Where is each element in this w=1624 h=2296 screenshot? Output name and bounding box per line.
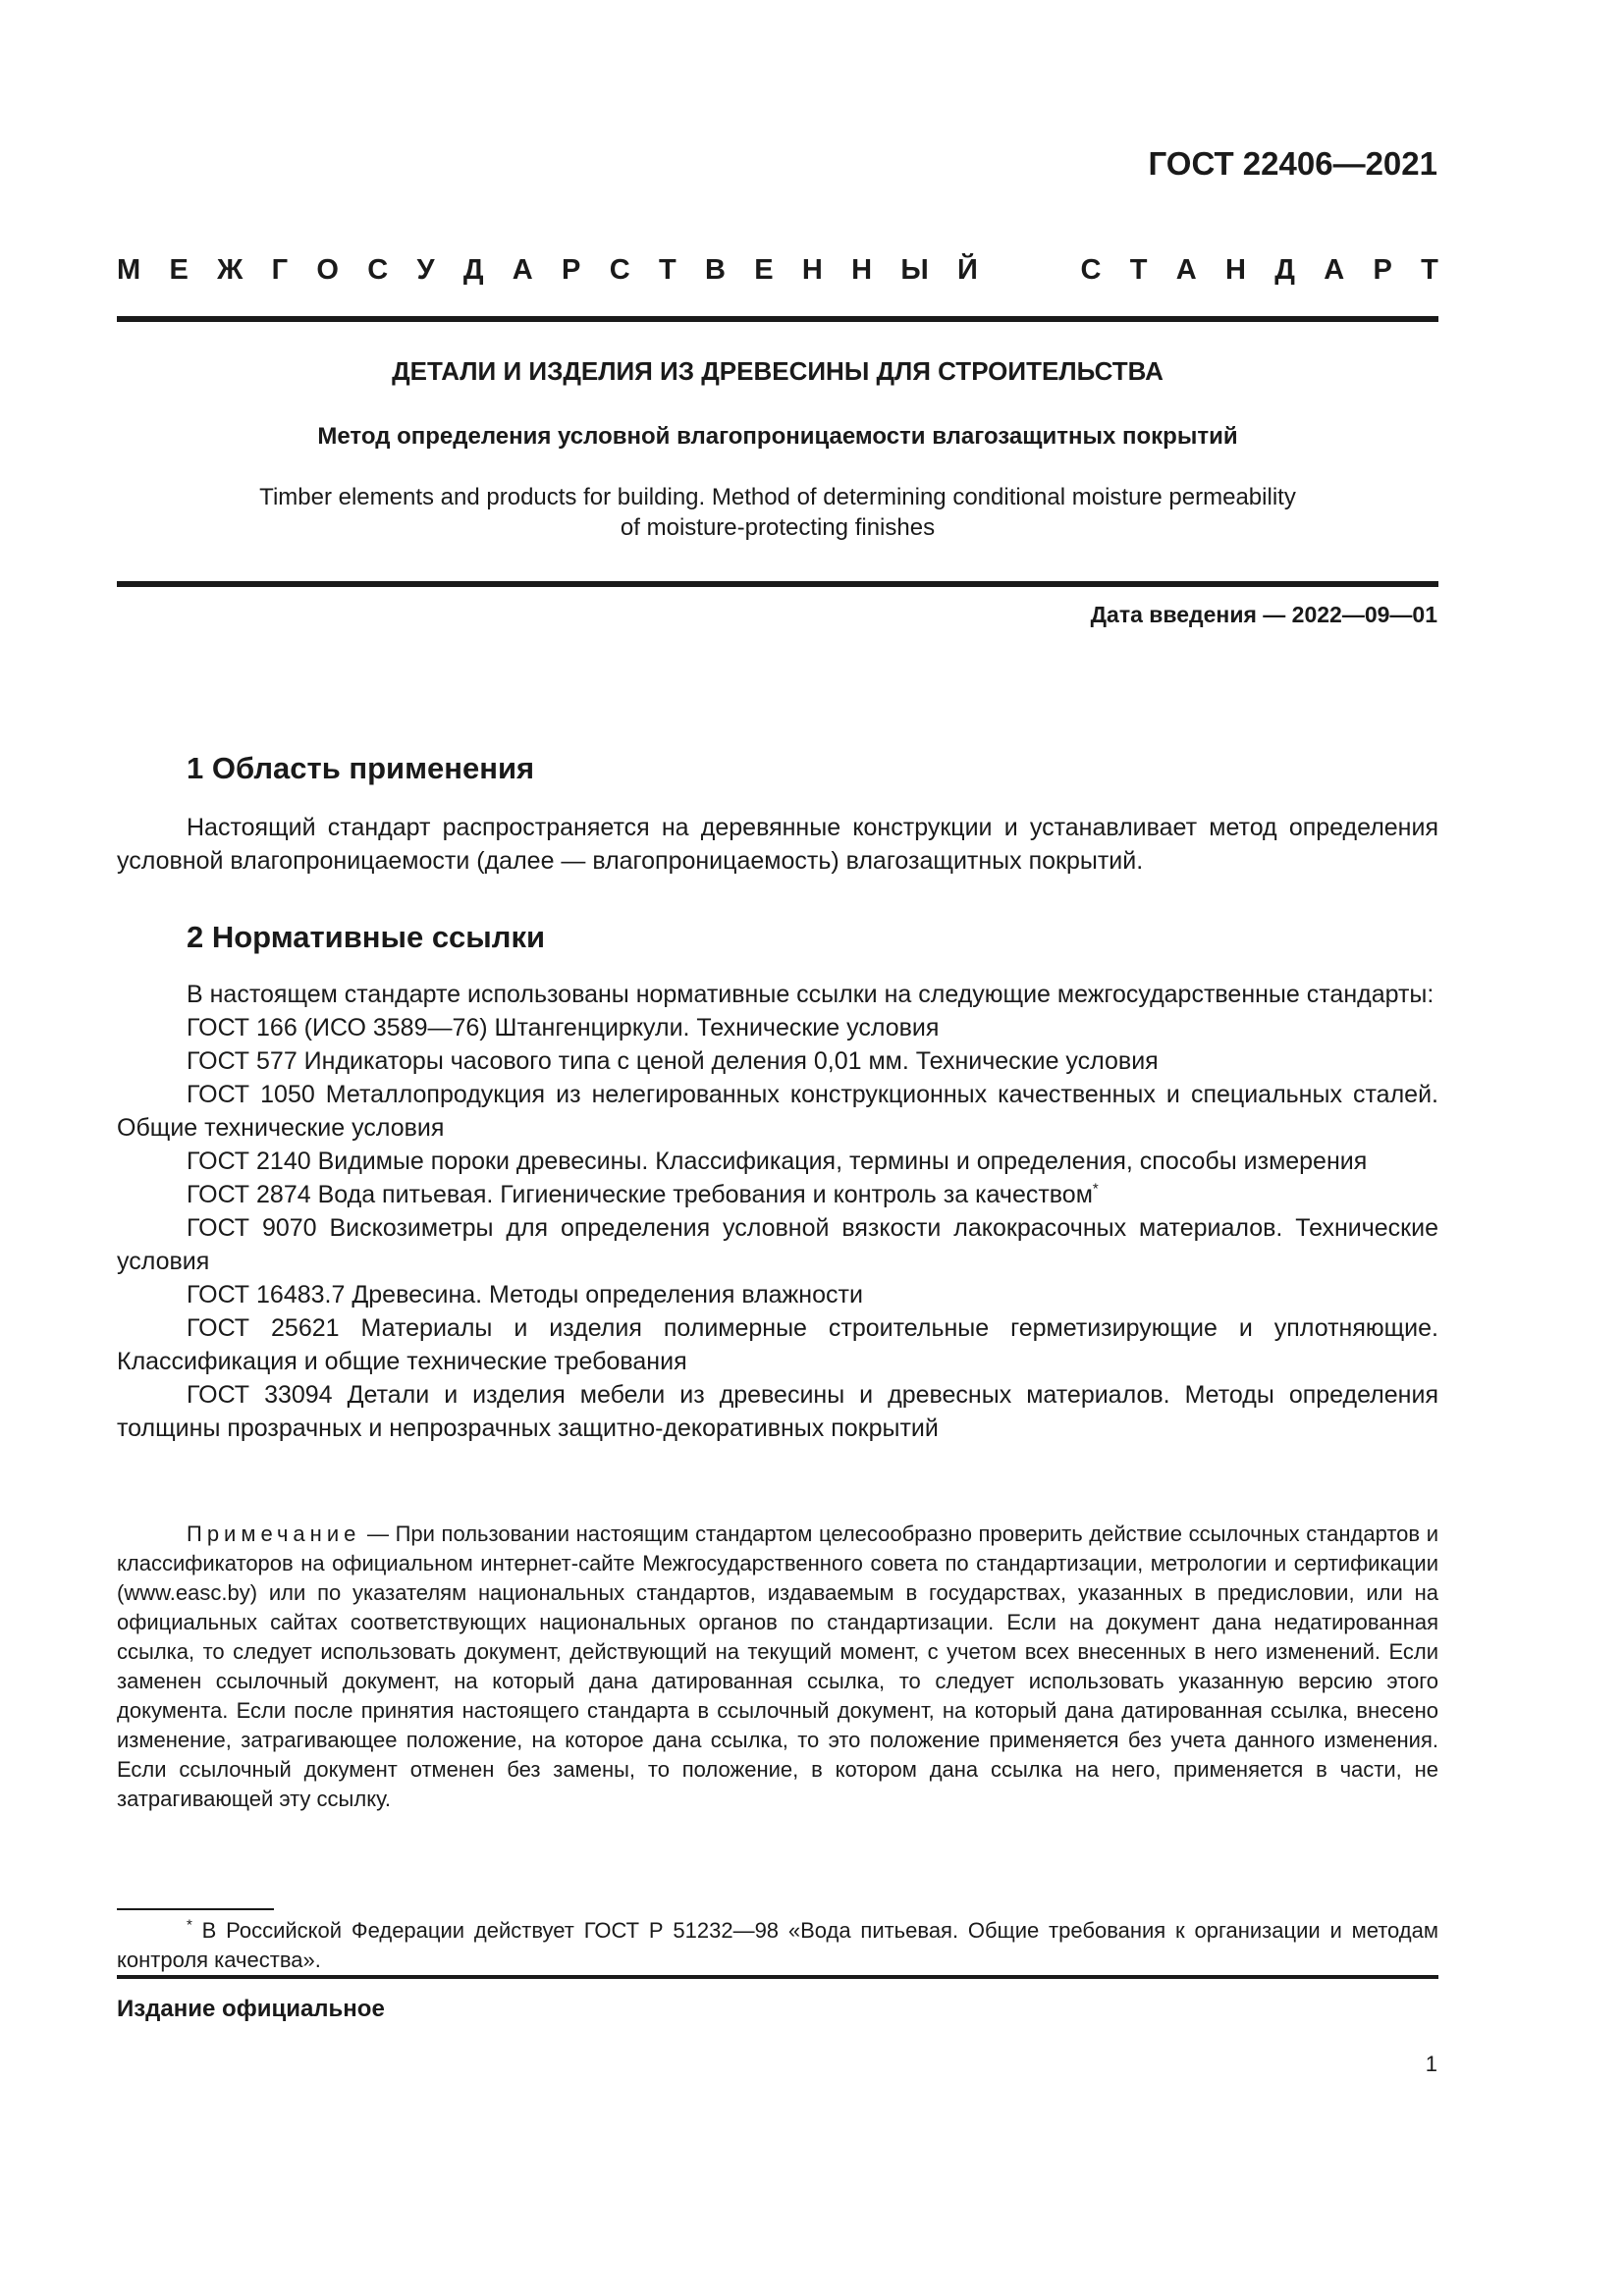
section-2-heading: 2 Нормативные ссылки — [187, 920, 546, 954]
section-2-body — [117, 978, 1438, 1445]
footnote-marker: * — [187, 1916, 192, 1934]
banner-letter: М — [117, 254, 141, 286]
banner-letter: Р — [1373, 254, 1392, 286]
section-1-heading: 1 Область применения — [187, 751, 535, 785]
normative-reference: ГОСТ 2140 Видимые пороки древесины. Классификация, термины и определения, способы измерения — [187, 1148, 1368, 1175]
normative-reference: ГОСТ 33094 Детали и изделия мебели из древесины и древесных материалов. Методы определения толщины прозрачных и непрозрачных защитно-декоративных покрытий — [117, 1381, 1438, 1442]
section-1-paragraph: Настоящий стандарт распространяется на деревянные конструкции и устанавливает метод определения условной влагопроницаемости (далее — влагопроницаемость) влагозащитных покрытий. — [117, 814, 1438, 875]
footnote-text: В Российской Федерации действует ГОСТ Р 51232—98 «Вода питьевая. Общие требования к организации и методам контроля качества». — [117, 1918, 1438, 1972]
banner-letter: Н — [1225, 254, 1246, 286]
banner-letter: Т — [1421, 254, 1438, 286]
document-number: ГОСТ 22406—2021 — [1148, 145, 1437, 182]
normative-reference: ГОСТ 166 (ИСО 3589—76) Штангенциркули. Технические условия — [187, 1014, 940, 1041]
banner-letter: Е — [169, 254, 189, 286]
header-rule-top — [117, 316, 1438, 322]
banner-letter: А — [1324, 254, 1345, 286]
official-edition-label: Издание официальное — [117, 1996, 385, 2022]
banner-letter: Н — [801, 254, 823, 286]
banner-letter: В — [704, 254, 726, 286]
note-paragraph — [117, 1520, 1438, 1814]
note-text: — При пользовании настоящим стандартом целесообразно проверить действие ссылочных стандартов и классификаторов на официальном интернет-сайте Межгосударственного совета по стандартизации, метрологии и сертификации (www.easc.by) или по указателям национальных стандартов, издаваемым в государствах, указанных в предисловии, или на официальных сайтах соответствующих национальных органов по стандартизации. Если на документ дана недатированная ссылка, то следует использовать документ, действующий на текущий момент, с учетом всех внесенных в него изменений. Если заменен ссылочный документ, на который дана датированная ссылка, то следует использовать указанную версию этого документа. Если после принятия настоящего стандарта в ссылочный документ, на который дана датированная ссылка, внесено изменение, затрагивающее положение, на которое дана ссылка, то это положение применяется без учета данного изменения. Если ссылочный документ отменен без замены, то положение, в котором дана ссылка на него, применяется в части, не затрагивающей эту ссылку. — [117, 1522, 1438, 1811]
footnote-separator — [117, 1908, 274, 1910]
banner-letter: Д — [1274, 254, 1295, 286]
banner-letter: А — [1175, 254, 1197, 286]
standard-subtitle: Метод определения условной влагопроницаемости влагозащитных покрытий — [317, 423, 1238, 450]
banner-letter: У — [416, 254, 435, 286]
banner-letter: Т — [658, 254, 677, 286]
banner-letter: Ж — [217, 254, 244, 286]
banner-letter: Т — [1129, 254, 1148, 286]
banner-letter: А — [512, 254, 533, 286]
banner-letter: Д — [462, 254, 484, 286]
banner-letter: С — [609, 254, 630, 286]
banner-letter: С — [367, 254, 389, 286]
normative-reference-text: ГОСТ 2874 Вода питьевая. Гигиенические требования и контроль за качеством — [187, 1181, 1093, 1208]
section-2-intro: В настоящем стандарте использованы нормативные ссылки на следующие межгосударственные стандарты: — [187, 981, 1435, 1008]
english-title — [117, 482, 1438, 543]
header-rule-bottom — [117, 581, 1438, 587]
footnote — [117, 1916, 1438, 1975]
normative-reference-with-footnote — [117, 1178, 1438, 1211]
normative-reference: ГОСТ 1050 Металлопродукция из нелегированных конструкционных качественных и специальных сталей. Общие технические условия — [117, 1081, 1438, 1142]
banner-letter: Е — [754, 254, 774, 286]
standard-title: ДЕТАЛИ И ИЗДЕЛИЯ ИЗ ДРЕВЕСИНЫ ДЛЯ СТРОИТЕЛЬСТВА — [392, 356, 1164, 386]
banner-letter: Р — [562, 254, 581, 286]
normative-reference: ГОСТ 16483.7 Древесина. Методы определения влажности — [187, 1281, 863, 1308]
normative-reference: ГОСТ 577 Индикаторы часового типа с ценой деления 0,01 мм. Технические условия — [187, 1047, 1159, 1075]
footnote-marker: * — [1092, 1180, 1099, 1198]
banner-letter: О — [316, 254, 339, 286]
banner-letter: Н — [851, 254, 873, 286]
note-label: Примечание — [187, 1522, 361, 1546]
banner-letter: С — [1080, 254, 1102, 286]
section-1-body — [117, 811, 1438, 878]
english-title-line: Timber elements and products for building. Method of determining conditional moisture permeability — [259, 484, 1296, 510]
footer-rule — [117, 1975, 1438, 1979]
banner-letter: Й — [957, 254, 978, 286]
banner-word-gap — [1006, 253, 1052, 287]
normative-reference: ГОСТ 9070 Вискозиметры для определения условной вязкости лакокрасочных материалов. Технические условия — [117, 1214, 1438, 1275]
footnote-paragraph — [117, 1916, 1438, 1975]
interstate-standard-banner — [117, 253, 1438, 287]
banner-letter: Г — [271, 254, 289, 286]
normative-reference: ГОСТ 25621 Материалы и изделия полимерные строительные герметизирующие и уплотняющие. Классификация и общие технические требования — [117, 1314, 1438, 1375]
page-number: 1 — [1425, 2052, 1437, 2076]
reference-note — [117, 1520, 1438, 1814]
english-title-line: of moisture-protecting finishes — [620, 514, 936, 541]
introduction-date: Дата введения — 2022—09—01 — [1090, 602, 1437, 627]
banner-letter: Ы — [900, 254, 929, 286]
